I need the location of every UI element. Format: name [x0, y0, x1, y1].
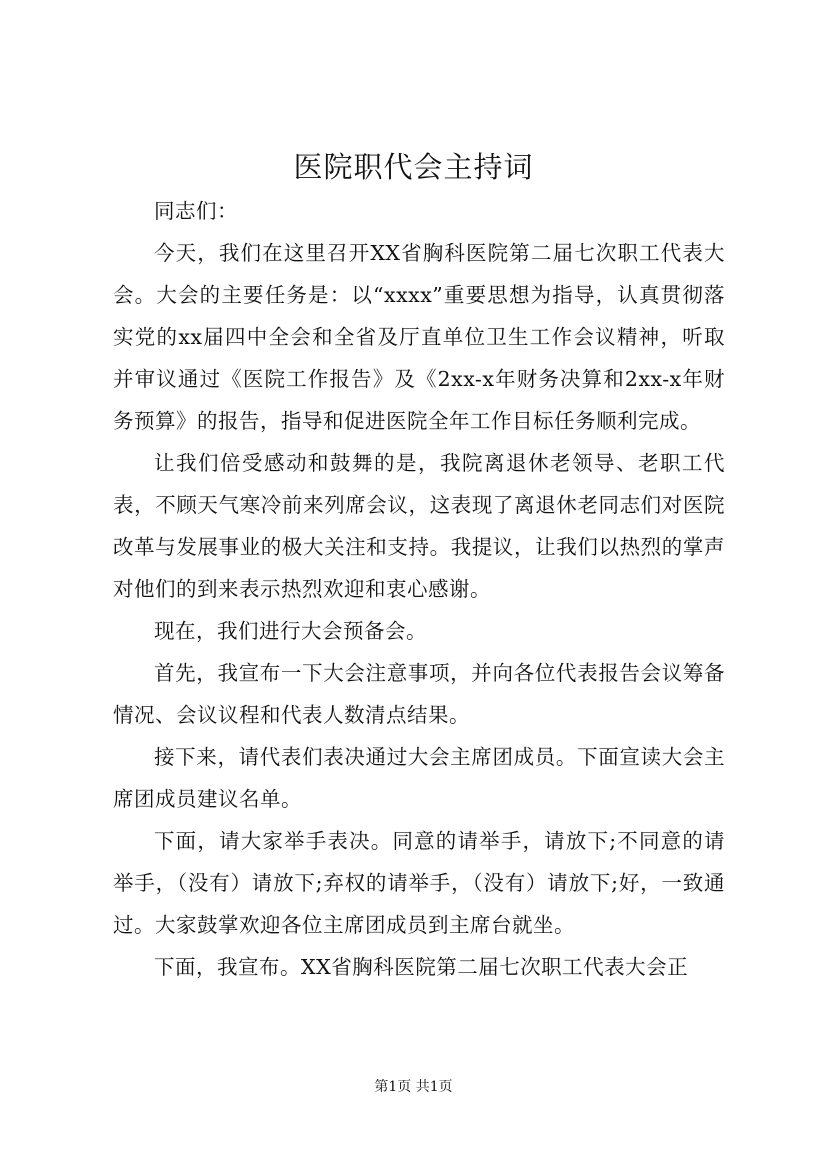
paragraph-announcements: 首先，我宣布一下大会注意事项，并向各位代表报告会议筹备情况、会议议程和代表人数清点结果。	[113, 661, 725, 727]
page-number-footer: 第1页 共1页	[374, 1079, 453, 1095]
paragraph-preparatory-meeting: 现在，我们进行大会预备会。	[154, 619, 427, 643]
document-body	[113, 190, 725, 988]
paragraph-presidium-vote: 接下来，请代表们表决通过大会主席团成员。下面宣读大会主席团成员建议名单。	[113, 745, 725, 811]
paragraph-show-of-hands: 下面，请大家举手表决。同意的请举手，请放下;不同意的请举手，（没有）请放下;弃权的请举手，（没有）请放下;好，一致通过。大家鼓掌欢迎各位主席团成员到主席台就坐。	[113, 829, 725, 937]
paragraph-greeting: 同志们：	[154, 199, 238, 223]
paragraph-declaration: 下面，我宣布。XX省胸科医院第二届七次职工代表大会正	[154, 955, 689, 979]
document-title: 医院职代会主持词	[293, 150, 534, 184]
paragraph-opening: 今天，我们在这里召开XX省胸科医院第二届七次职工代表大会。大会的主要任务是：以“xxxx”重要思想为指导，认真贯彻落实党的xx届四中全会和全省及厅直单位卫生工作会议精神，听取并审议通过《医院工作报告》及《2xx-x年财务决算和2xx-x年财务预算》的报告，指导和促进医院全年工作目标任务顺利完成。	[113, 241, 725, 433]
paragraph-retirees: 让我们倍受感动和鼓舞的是，我院离退休老领导、老职工代表，不顾天气寒冷前来列席会议，这表现了离退休老同志们对医院改革与发展事业的极大关注和支持。我提议，让我们以热烈的掌声对他们的到来表示热烈欢迎和衷心感谢。	[113, 451, 725, 601]
